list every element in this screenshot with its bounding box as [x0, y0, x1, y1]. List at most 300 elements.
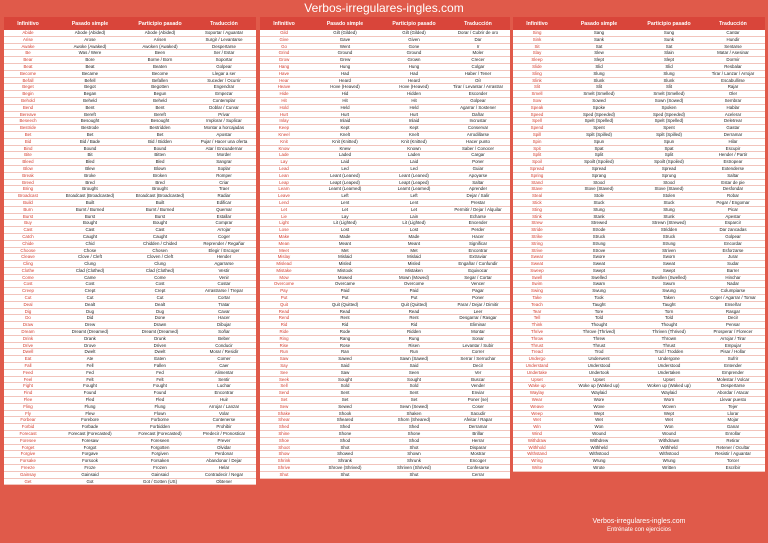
cell-infinitive: Shrink	[277, 458, 291, 464]
cell-past-simple: Forgot	[83, 444, 97, 450]
cell-infinitive: Creep	[22, 288, 34, 294]
cell-infinitive: Become	[19, 70, 37, 76]
cell-translation: Venir	[218, 274, 229, 280]
cell-infinitive: Fall	[24, 363, 32, 369]
cell-past-participle: Worn	[663, 397, 675, 403]
cell-past-participle: Won	[664, 424, 674, 430]
cell-translation: Encontrar	[468, 247, 488, 253]
table-row	[513, 248, 765, 255]
header-infinitive: Infinitivo	[526, 20, 548, 27]
cell-past-participle: Torn	[664, 308, 674, 314]
cell-past-participle: Blown	[154, 165, 166, 171]
cell-infinitive: Mow	[279, 274, 289, 280]
cell-past-participle: Sweat	[662, 261, 676, 267]
cell-translation: Tirar / Lanzar / Arrojar	[711, 70, 755, 76]
cell-past-participle: Stunk	[663, 213, 675, 219]
table-row	[513, 336, 765, 343]
cell-infinitive: Draw	[22, 322, 34, 328]
table-row	[260, 309, 510, 316]
cell-past-participle: Become	[151, 70, 169, 76]
table-row	[4, 268, 256, 275]
cell-past-participle: Given	[408, 36, 420, 42]
cell-translation: Helar	[218, 465, 230, 470]
cell-past-simple: Clove / Cleft	[78, 254, 102, 260]
cell-translation: Despertarse	[212, 43, 236, 49]
cell-infinitive: Catch	[22, 233, 34, 239]
cell-translation: Molestar / Volcar	[716, 376, 750, 382]
cell-past-simple: Mislaid	[338, 254, 352, 260]
table-row	[513, 438, 765, 445]
cell-past-participle: Fought	[153, 383, 167, 389]
footer-site[interactable]: Verbos-irregulares-ingles.com	[592, 518, 686, 525]
cell-infinitive: Cut	[24, 295, 32, 301]
cell-past-participle: Thrust	[662, 342, 676, 348]
cell-translation: Coser	[472, 403, 484, 409]
table-row	[4, 472, 256, 479]
cell-translation: Vestir	[218, 267, 230, 273]
cell-translation: Extraviar	[469, 254, 487, 260]
cell-past-simple: Shod	[339, 437, 351, 443]
cell-translation: Vencer	[471, 281, 485, 287]
table-row	[4, 30, 256, 37]
cell-translation: Jurar	[727, 254, 738, 260]
cell-translation: Hender / Partir	[718, 152, 748, 158]
cell-translation: Cavar	[218, 308, 230, 314]
table-row	[513, 193, 765, 200]
cell-translation: Sufrir	[727, 356, 739, 362]
cell-translation: Guiar	[472, 165, 484, 171]
cell-past-participle: Swept	[662, 267, 676, 273]
cell-past-simple: Wrung	[592, 458, 606, 464]
cell-translation: Oír	[474, 77, 482, 83]
cell-infinitive: Weave	[530, 403, 544, 409]
cell-translation: Rasgar	[725, 308, 741, 314]
table-row	[513, 356, 765, 363]
cell-past-simple: Spoke	[592, 104, 606, 110]
cell-past-participle: Meant	[407, 240, 421, 246]
cell-past-simple: Broadcast (Broadcasted)	[65, 193, 115, 199]
cell-translation: Costar	[217, 281, 231, 287]
cell-past-simple: Paid	[340, 288, 350, 294]
table-row	[513, 214, 765, 221]
cell-past-simple: Forsook	[82, 458, 98, 464]
table-row	[4, 71, 256, 78]
cell-past-participle: Sunk	[663, 36, 674, 42]
cell-translation: Tirar / Levantar / Arrastrar	[452, 84, 504, 90]
table-row	[260, 186, 510, 193]
cell-past-simple: Swelled	[591, 274, 607, 280]
cell-translation: Hundir	[726, 36, 740, 42]
cell-past-simple: Bereft	[84, 111, 96, 117]
cell-past-simple: Grew	[339, 57, 351, 63]
cell-infinitive: Buy	[24, 220, 32, 226]
cell-infinitive: Give	[279, 36, 289, 42]
table-row	[260, 180, 510, 187]
table-row	[513, 329, 765, 336]
cell-past-simple: Sat	[595, 43, 603, 49]
cell-infinitive: Get	[24, 478, 32, 484]
table-row	[260, 356, 510, 363]
table-row	[260, 465, 510, 472]
cell-past-simple: Slew	[594, 50, 604, 56]
cell-past-simple: Beat	[85, 63, 95, 69]
cell-past-simple: Underwent	[588, 356, 610, 362]
cell-infinitive: Set	[280, 397, 288, 403]
cell-infinitive: Fling	[23, 403, 33, 409]
cell-translation: Ser / Estar	[213, 50, 235, 56]
table-row	[513, 84, 765, 91]
cell-past-simple: Waylaid	[591, 390, 607, 396]
cell-past-participle: Rid	[410, 322, 418, 328]
cell-translation: Echarse	[469, 213, 487, 219]
cell-past-simple: Bet	[86, 131, 94, 137]
cell-past-participle: Shrunk	[407, 458, 421, 464]
cell-past-participle: Wept	[663, 410, 675, 416]
cell-translation: Coger / Agarrar / Tomar	[710, 295, 756, 301]
table-row	[4, 261, 256, 268]
cell-translation: Decir	[727, 315, 739, 321]
cell-past-participle: Cut	[156, 295, 164, 301]
cell-translation: Haber / Tener	[464, 70, 492, 76]
cell-past-simple: Shot	[340, 444, 350, 450]
cell-translation: Escribir	[725, 465, 741, 470]
cell-infinitive: Burst	[22, 213, 34, 219]
cell-past-simple: Learnt (Learned)	[328, 186, 362, 192]
cell-past-participle: Upset	[663, 376, 675, 382]
cell-translation: Cantar	[726, 30, 740, 35]
cell-infinitive: Swear	[530, 254, 544, 260]
cell-translation: Comprar	[215, 220, 233, 226]
table-row	[4, 288, 256, 295]
cell-past-participle: Bid / Bidden	[148, 138, 172, 144]
table-row	[4, 64, 256, 71]
cell-infinitive: Begin	[22, 91, 34, 97]
cell-past-simple: Hid	[341, 91, 349, 97]
cell-infinitive: Rise	[279, 342, 289, 348]
cell-past-participle: Dwelt	[154, 349, 166, 355]
cell-translation: Saltar	[472, 179, 484, 185]
cell-past-participle: Shaken	[406, 410, 422, 416]
table-row	[260, 200, 510, 207]
table-row	[513, 112, 765, 119]
cell-translation: Abordar / Atacar	[717, 390, 749, 396]
cell-past-participle: Waylaid	[661, 390, 677, 396]
cell-past-participle: Cast	[155, 227, 165, 233]
cell-translation: Escabullirse	[721, 77, 745, 83]
cell-past-participle: Bestridden	[149, 125, 171, 131]
cell-infinitive: Awake	[21, 43, 35, 49]
cell-past-simple: Throve (Thrived)	[582, 329, 616, 335]
cell-past-simple: Drank	[84, 335, 96, 341]
cell-past-simple: Froze	[84, 465, 96, 470]
cell-past-participle: Risen	[408, 342, 420, 348]
cell-past-participle: Sown (Sowed)	[654, 97, 684, 103]
table-row	[4, 383, 256, 390]
table-row	[4, 390, 256, 397]
table-row	[260, 207, 510, 214]
cell-infinitive: Hang	[278, 63, 290, 69]
cell-past-simple: Sold	[340, 383, 350, 389]
cell-infinitive: Grow	[278, 57, 290, 63]
cell-past-simple: Dug	[85, 308, 95, 314]
cell-past-participle: Shriven (Shrived)	[397, 465, 431, 470]
cell-infinitive: Teach	[531, 301, 543, 307]
cell-infinitive: Pay	[280, 288, 288, 294]
cell-translation: Resistir / Aguantar	[715, 451, 751, 457]
cell-past-simple: Leapt (Leaped)	[330, 179, 360, 185]
cell-past-participle: Spoilt (Spoiled)	[654, 159, 684, 165]
cell-infinitive: Lean	[279, 172, 289, 178]
cell-infinitive: Withstand	[527, 451, 547, 457]
cell-translation: Enseñar	[724, 301, 742, 307]
cell-translation: Agarrarse	[214, 261, 234, 267]
cell-past-participle: Forbidden	[150, 424, 170, 430]
cell-past-simple: Undertook	[588, 369, 610, 375]
cell-translation: Privar	[218, 111, 230, 117]
cell-translation: Tejer	[728, 403, 738, 409]
cell-past-simple: Made	[339, 233, 351, 239]
cell-past-participle: Slit	[665, 84, 673, 90]
cell-past-participle: Undergone	[658, 356, 680, 362]
cell-past-participle: Gilt (Gilded)	[402, 30, 426, 35]
cell-infinitive: Read	[278, 308, 290, 314]
cell-infinitive: Chide	[22, 240, 34, 246]
cell-translation: Apostar	[216, 131, 232, 137]
table-row	[260, 417, 510, 424]
cell-past-participle: Trod / Trodden	[654, 349, 684, 355]
table-row	[260, 78, 510, 85]
cell-past-simple: Got	[86, 478, 94, 484]
cell-past-participle: Eaten	[154, 356, 166, 362]
cell-infinitive: Sting	[531, 206, 542, 212]
cell-translation: Saber / Conocer	[462, 145, 494, 151]
table-row	[260, 132, 510, 139]
table-row	[260, 91, 510, 98]
cell-translation: Poner (se)	[467, 397, 489, 403]
cell-past-participle: Told	[664, 315, 674, 321]
cell-past-simple: Spoilt (Spoiled)	[584, 159, 614, 165]
table-row	[4, 397, 256, 404]
cell-past-participle: Smelt (Smelled)	[653, 91, 685, 97]
cell-infinitive: Wear	[531, 397, 543, 403]
header-translation: Traducción	[464, 20, 492, 27]
cell-infinitive: Befall	[22, 77, 34, 83]
cell-infinitive: Spill	[532, 131, 542, 137]
cell-past-participle: Stood	[663, 179, 675, 185]
cell-past-simple: Swung	[592, 288, 606, 294]
cell-infinitive: Dwell	[22, 349, 34, 355]
cell-translation: Pujar / Hacer una oferta	[200, 138, 248, 144]
table-row	[260, 438, 510, 445]
cell-translation: Beber	[218, 335, 230, 341]
cell-translation: Arrojar / Lanzar	[208, 403, 240, 409]
header-translation: Traducción	[719, 20, 747, 27]
cell-past-simple: Bid / Bade	[79, 138, 101, 144]
cell-infinitive: Come	[22, 274, 34, 280]
cell-past-participle: Clad (Clothed)	[145, 267, 175, 273]
cell-infinitive: Heave	[277, 84, 291, 90]
cell-translation: Disparar	[469, 444, 487, 450]
cell-translation: Engañar / Confundir	[458, 261, 498, 267]
cell-infinitive: Stick	[532, 199, 542, 205]
cell-past-simple: Knit (Knitted)	[332, 138, 358, 144]
header-past-participle: Participio pasado	[392, 20, 436, 27]
cell-past-participle: Broadcast (Broadcasted)	[135, 193, 185, 199]
cell-infinitive: Hear	[279, 77, 289, 83]
cell-infinitive: Keep	[278, 125, 290, 131]
cell-infinitive: Beat	[23, 63, 33, 69]
table-row	[4, 91, 256, 98]
cell-past-simple: Drew	[84, 322, 96, 328]
cell-infinitive: Shrive	[277, 465, 291, 470]
table-row	[260, 370, 510, 377]
cell-past-simple: Rid	[341, 322, 349, 328]
cell-past-simple: Flung	[84, 403, 96, 409]
cell-past-simple: Fought	[83, 383, 97, 389]
cell-past-simple: Forebore	[81, 417, 99, 423]
cell-translation: Poner	[472, 159, 484, 165]
cell-past-simple: Strove	[592, 247, 606, 253]
cell-past-simple: Strewed	[590, 220, 608, 226]
cell-past-simple: Had	[340, 70, 350, 76]
table-body	[513, 30, 765, 472]
cell-past-participle: Understood	[657, 363, 681, 369]
cell-past-participle: Shown	[407, 451, 421, 457]
table-row	[513, 234, 765, 241]
cell-past-simple: Sewed	[338, 403, 352, 409]
table-row	[260, 390, 510, 397]
cell-translation: Saltar	[727, 172, 739, 178]
cell-past-simple: Spent	[593, 125, 605, 131]
cell-past-simple: Bit	[87, 152, 93, 158]
cell-translation: Incrustar	[469, 118, 487, 124]
cell-infinitive: Grind	[278, 50, 290, 56]
cell-translation: Dañar	[472, 111, 484, 117]
table-row	[260, 227, 510, 234]
cell-translation: Esforzarse	[722, 247, 744, 253]
cell-translation: Despertarse	[721, 383, 745, 389]
cell-past-simple: Built	[85, 199, 95, 205]
cell-infinitive: Sweep	[530, 267, 544, 273]
cell-past-participle: Made	[408, 233, 420, 239]
table-row	[513, 71, 765, 78]
cell-past-participle: Thought	[660, 322, 678, 328]
header-past-simple: Pasado simple	[71, 20, 109, 27]
cell-past-participle: Had	[409, 70, 419, 76]
table-row	[513, 383, 765, 390]
table-row	[4, 132, 256, 139]
cell-translation: Arrodillarse	[466, 131, 490, 137]
cell-infinitive: Stink	[532, 213, 542, 219]
cell-past-participle: Dealt	[154, 301, 166, 307]
cell-past-simple: Shook	[338, 410, 352, 416]
table-row	[260, 254, 510, 261]
cell-past-participle: Dug	[155, 308, 165, 314]
cell-past-participle: Taken	[663, 295, 675, 301]
table-row	[4, 105, 256, 112]
cell-past-simple: Bled	[85, 159, 95, 165]
cell-translation: Hacer	[472, 233, 484, 239]
verb-table-1	[4, 17, 257, 485]
table-row	[260, 472, 510, 479]
cell-past-simple: Mistook	[337, 267, 353, 273]
cell-past-simple: Sought	[338, 376, 352, 382]
cell-infinitive: Spend	[530, 125, 544, 131]
cell-translation: Cargar	[471, 152, 485, 158]
cell-past-participle: Leant (Leaned)	[399, 172, 429, 178]
cell-past-simple: Sank	[593, 36, 604, 42]
cell-past-participle: Put	[410, 295, 418, 301]
table-row	[4, 78, 256, 85]
cell-infinitive: Upset	[531, 376, 543, 382]
cell-past-participle: Broken	[153, 172, 167, 178]
table-row	[513, 132, 765, 139]
cell-infinitive: Clothe	[21, 267, 35, 273]
cell-translation: Permitir / Dejar / Alquilar	[454, 206, 502, 212]
cell-past-participle: Spilt (Spilled)	[656, 131, 682, 137]
cell-past-participle: Ridden	[407, 329, 421, 335]
cell-past-simple: Bestrode	[81, 125, 99, 131]
table-header	[4, 17, 256, 30]
cell-infinitive: Be	[25, 50, 31, 56]
table-row	[260, 166, 510, 173]
table-row	[4, 343, 256, 350]
cell-past-participle: Clung	[154, 261, 166, 267]
cell-past-participle: Forecast (Forecasted)	[138, 431, 182, 437]
cell-infinitive: Blow	[23, 165, 33, 171]
cell-translation: Sacudir	[470, 410, 486, 416]
cell-past-participle: Written	[662, 465, 676, 470]
cell-past-participle: Shone	[407, 431, 421, 437]
cell-infinitive: Sling	[532, 70, 542, 76]
cell-translation: Colgar	[471, 63, 485, 69]
cell-translation: Dorar / Cubrir de oro	[457, 30, 499, 35]
cell-past-simple: Held	[340, 104, 350, 110]
table-row	[513, 458, 765, 465]
cell-translation: Caer	[219, 363, 229, 369]
cell-translation: Prever	[217, 437, 231, 443]
cell-translation: Dar zancadas	[719, 227, 747, 233]
cell-past-simple: Rang	[339, 335, 351, 341]
cell-past-simple: Awoke (Awaked)	[73, 43, 107, 49]
cell-past-simple: Became	[81, 70, 99, 76]
cell-infinitive: Sing	[532, 30, 542, 35]
cell-infinitive: Abide	[22, 30, 34, 35]
table-row	[513, 377, 765, 384]
table-row	[260, 275, 510, 282]
table-row	[513, 30, 765, 37]
cell-infinitive: Undertake	[526, 369, 548, 375]
cell-translation: Barrer	[726, 267, 740, 273]
table-row	[513, 315, 765, 322]
cell-past-simple: Withstood	[589, 451, 609, 457]
cell-infinitive: Leave	[278, 193, 290, 199]
table-row	[4, 424, 256, 431]
cell-translation: Montar	[471, 329, 485, 335]
cell-infinitive: Throw	[530, 335, 544, 341]
cell-infinitive: Strive	[531, 247, 543, 253]
cell-infinitive: See	[280, 369, 288, 375]
cell-infinitive: Spell	[532, 118, 542, 124]
cell-infinitive: Tear	[532, 308, 542, 314]
cell-infinitive: Bleed	[22, 159, 34, 165]
cell-past-simple: Besought	[80, 118, 100, 124]
cell-past-participle: Wrung	[662, 458, 676, 464]
table-row	[513, 78, 765, 85]
cell-translation: Olvidar	[217, 444, 231, 450]
cell-past-participle: Beheld	[153, 97, 167, 103]
table-row	[4, 451, 256, 458]
